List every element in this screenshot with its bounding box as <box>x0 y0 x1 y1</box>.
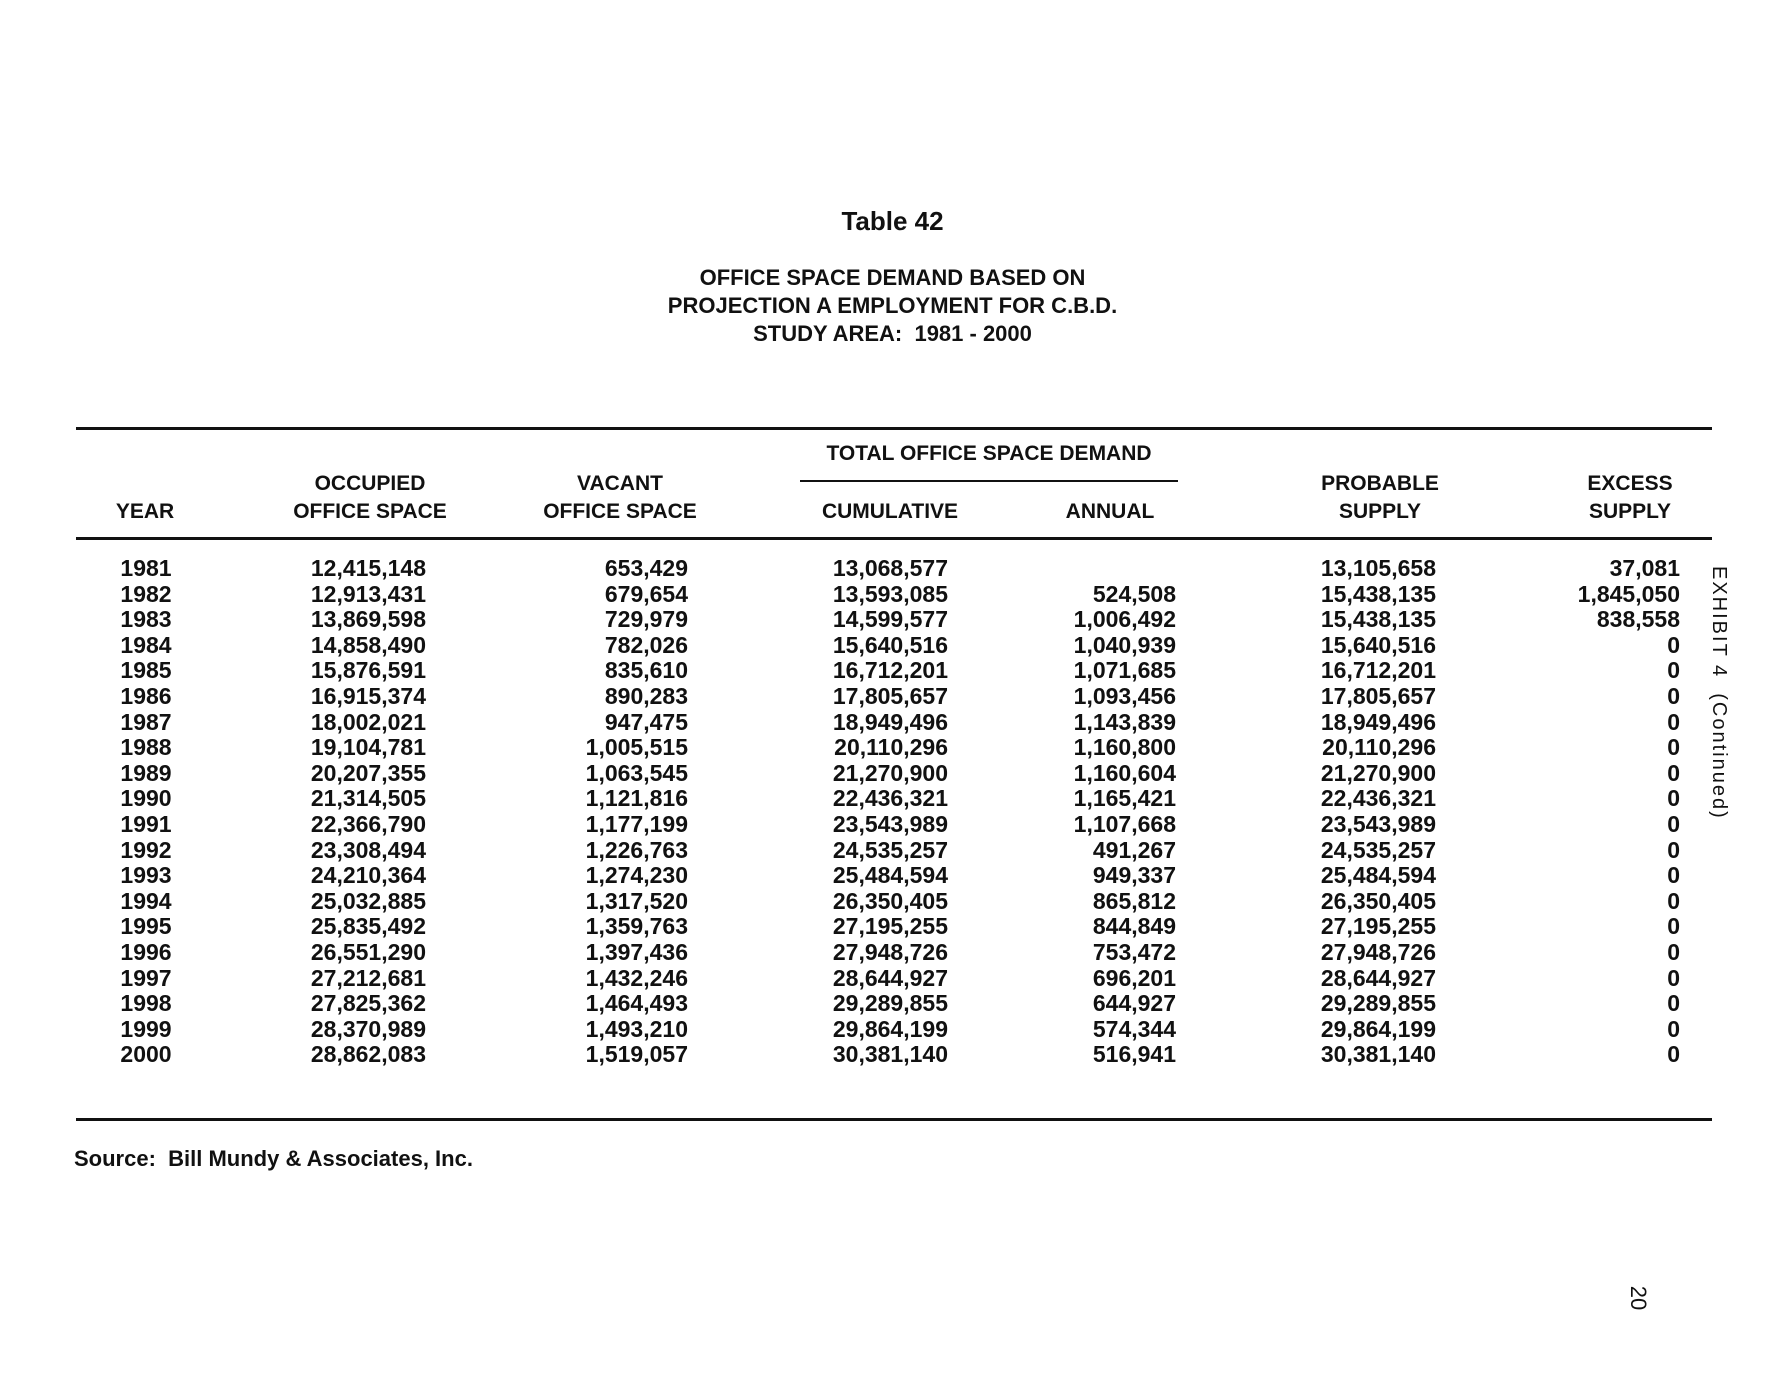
cell-occupied: 20,207,355 <box>310 759 426 786</box>
cell-excess: 0 <box>1667 631 1680 658</box>
cell-probable: 16,712,201 <box>1320 657 1436 684</box>
header-year: YEAR <box>115 500 175 523</box>
table-row <box>76 658 1680 684</box>
table-row <box>76 863 1680 889</box>
header-vacant-line1: VACANT <box>577 472 663 495</box>
cell-vacant: 1,493,210 <box>585 1015 688 1042</box>
cell-cumulative: 22,436,321 <box>832 785 948 812</box>
cell-occupied: 16,915,374 <box>310 682 426 709</box>
cell-annual: 516,941 <box>1092 1041 1176 1068</box>
header-probable-line2: SUPPLY <box>1338 500 1422 523</box>
cell-year: 1994 <box>120 887 172 914</box>
table-row <box>76 914 1680 940</box>
header-probable-line1: PROBABLE <box>1321 472 1439 495</box>
cell-year: 1993 <box>120 862 172 889</box>
cell-year: 1998 <box>120 990 172 1017</box>
cell-occupied: 26,551,290 <box>310 938 426 965</box>
cell-annual: 1,160,800 <box>1073 734 1176 761</box>
cell-occupied: 22,366,790 <box>310 810 426 837</box>
table-subtitle <box>0 264 1785 348</box>
cell-excess: 0 <box>1667 887 1680 914</box>
cell-occupied: 28,862,083 <box>310 1041 426 1068</box>
cell-cumulative: 26,350,405 <box>832 887 948 914</box>
cell-annual <box>948 556 1176 582</box>
cell-cumulative: 23,543,989 <box>832 810 948 837</box>
cell-year: 1999 <box>120 1015 172 1042</box>
cell-cumulative: 17,805,657 <box>832 682 948 709</box>
table-row <box>76 889 1680 915</box>
table-row <box>76 710 1680 736</box>
cell-annual: 949,337 <box>1092 862 1176 889</box>
cell-vacant: 1,177,199 <box>585 810 688 837</box>
cell-cumulative: 27,948,726 <box>832 938 948 965</box>
cell-excess: 0 <box>1667 913 1680 940</box>
cell-vacant: 1,464,493 <box>585 990 688 1017</box>
cell-excess: 0 <box>1667 708 1680 735</box>
cell-vacant: 890,283 <box>604 682 688 709</box>
bottom-rule <box>76 1118 1712 1121</box>
cell-excess: 0 <box>1667 810 1680 837</box>
cell-probable: 22,436,321 <box>1320 785 1436 812</box>
cell-vacant: 1,519,057 <box>585 1041 688 1068</box>
cell-excess: 37,081 <box>1609 555 1680 581</box>
cell-annual: 844,849 <box>1092 913 1176 940</box>
table-row <box>76 556 1680 582</box>
cell-occupied: 19,104,781 <box>310 734 426 761</box>
cell-annual: 1,160,604 <box>1073 759 1176 786</box>
cell-excess: 0 <box>1667 759 1680 786</box>
cell-occupied: 18,002,021 <box>310 708 426 735</box>
cell-year: 1983 <box>120 606 172 633</box>
cell-cumulative: 15,640,516 <box>832 631 948 658</box>
cell-year: 1988 <box>120 734 172 761</box>
subtitle-line-1: OFFICE SPACE DEMAND BASED ON <box>699 265 1086 290</box>
cell-annual: 1,040,939 <box>1073 631 1176 658</box>
cell-cumulative: 18,949,496 <box>832 708 948 735</box>
cell-probable: 15,438,135 <box>1320 580 1436 607</box>
table-row <box>76 684 1680 710</box>
cell-vacant: 1,359,763 <box>585 913 688 940</box>
cell-excess: 0 <box>1667 990 1680 1017</box>
cell-cumulative: 29,864,199 <box>832 1015 948 1042</box>
cell-occupied: 21,314,505 <box>310 785 426 812</box>
cell-probable: 28,644,927 <box>1320 964 1436 991</box>
cell-vacant: 1,397,436 <box>585 938 688 965</box>
table-row <box>76 633 1680 659</box>
header-bottom-rule <box>76 537 1712 540</box>
table-row <box>76 1042 1680 1068</box>
cell-vacant: 653,429 <box>604 555 688 581</box>
header-occupied-line1: OCCUPIED <box>314 472 426 495</box>
cell-vacant: 1,317,520 <box>585 887 688 914</box>
header-excess <box>1560 470 1700 526</box>
data-table-wrap <box>76 556 1712 1068</box>
cell-occupied: 27,825,362 <box>310 990 426 1017</box>
subtitle-line-3: STUDY AREA: 1981 - 2000 <box>753 321 1032 346</box>
table-row <box>76 966 1680 992</box>
cell-excess: 0 <box>1667 862 1680 889</box>
cell-excess: 0 <box>1667 836 1680 863</box>
header-total-demand: TOTAL OFFICE SPACE DEMAND <box>826 442 1152 465</box>
cell-year: 1989 <box>120 759 172 786</box>
cell-probable: 24,535,257 <box>1320 836 1436 863</box>
cell-probable: 21,270,900 <box>1320 759 1436 786</box>
total-demand-subrule <box>800 480 1178 482</box>
cell-vacant: 835,610 <box>604 657 688 684</box>
cell-occupied: 25,032,885 <box>310 887 426 914</box>
cell-cumulative: 14,599,577 <box>832 606 948 633</box>
cell-year: 1997 <box>120 964 172 991</box>
table-row <box>76 991 1680 1017</box>
header-vacant <box>520 470 720 526</box>
cell-occupied: 25,835,492 <box>310 913 426 940</box>
table-row <box>76 607 1680 633</box>
cell-cumulative: 29,289,855 <box>832 990 948 1017</box>
subtitle-line-2: PROJECTION A EMPLOYMENT FOR C.B.D. <box>667 293 1118 318</box>
cell-probable: 17,805,657 <box>1320 682 1436 709</box>
cell-vacant: 947,475 <box>604 708 688 735</box>
header-annual: ANNUAL <box>1065 500 1155 523</box>
top-rule <box>76 427 1712 430</box>
cell-year: 1985 <box>120 657 172 684</box>
cell-annual: 491,267 <box>1092 836 1176 863</box>
cell-cumulative: 24,535,257 <box>832 836 948 863</box>
cell-excess: 0 <box>1667 682 1680 709</box>
cell-occupied: 28,370,989 <box>310 1015 426 1042</box>
cell-annual: 1,143,839 <box>1073 708 1176 735</box>
cell-vacant: 679,654 <box>604 580 688 607</box>
cell-excess: 0 <box>1667 938 1680 965</box>
cell-excess: 0 <box>1667 734 1680 761</box>
cell-year: 1992 <box>120 836 172 863</box>
table-body <box>76 556 1680 1068</box>
cell-cumulative: 25,484,594 <box>832 862 948 889</box>
cell-occupied: 12,415,148 <box>310 555 426 581</box>
source-note: Source: Bill Mundy & Associates, Inc. <box>74 1146 473 1171</box>
header-vacant-line2: OFFICE SPACE <box>543 500 697 523</box>
cell-cumulative: 27,195,255 <box>832 913 948 940</box>
table-row <box>76 940 1680 966</box>
cell-annual: 696,201 <box>1092 964 1176 991</box>
cell-occupied: 13,869,598 <box>310 606 426 633</box>
table-title: Table 42 <box>841 206 944 236</box>
cell-probable: 26,350,405 <box>1320 887 1436 914</box>
cell-cumulative: 20,110,296 <box>834 734 948 761</box>
header-probable <box>1290 470 1470 526</box>
cell-cumulative: 13,068,577 <box>832 555 948 581</box>
header-occupied <box>270 470 470 526</box>
cell-year: 1981 <box>120 555 172 581</box>
cell-cumulative: 30,381,140 <box>832 1041 948 1068</box>
cell-cumulative: 21,270,900 <box>832 759 948 786</box>
cell-occupied: 14,858,490 <box>310 631 426 658</box>
cell-vacant: 1,063,545 <box>585 759 688 786</box>
cell-year: 1982 <box>120 580 172 607</box>
cell-cumulative: 28,644,927 <box>832 964 948 991</box>
cell-excess: 0 <box>1667 1015 1680 1042</box>
table-row <box>76 761 1680 787</box>
cell-vacant: 1,226,763 <box>585 836 688 863</box>
page-number: 20 <box>1626 1285 1652 1311</box>
cell-probable: 27,948,726 <box>1320 938 1436 965</box>
cell-probable: 30,381,140 <box>1320 1041 1436 1068</box>
cell-annual: 753,472 <box>1092 938 1176 965</box>
header-excess-line2: SUPPLY <box>1588 500 1672 523</box>
cell-excess: 1,845,050 <box>1577 580 1680 607</box>
cell-year: 1990 <box>120 785 172 812</box>
cell-year: 1984 <box>120 631 172 658</box>
table-row <box>76 812 1680 838</box>
cell-probable: 25,484,594 <box>1320 862 1436 889</box>
cell-probable: 13,105,658 <box>1320 555 1436 581</box>
cell-annual: 1,165,421 <box>1073 785 1176 812</box>
table-row <box>76 735 1680 761</box>
cell-vacant: 1,005,515 <box>585 734 688 761</box>
cell-occupied: 12,913,431 <box>310 580 426 607</box>
header-occupied-line2: OFFICE SPACE <box>293 500 447 523</box>
table-row <box>76 582 1680 608</box>
cell-vacant: 1,274,230 <box>585 862 688 889</box>
cell-vacant: 1,432,246 <box>585 964 688 991</box>
table-row <box>76 838 1680 864</box>
cell-probable: 20,110,296 <box>1322 734 1436 761</box>
cell-probable: 15,438,135 <box>1320 606 1436 633</box>
cell-probable: 27,195,255 <box>1320 913 1436 940</box>
cell-cumulative: 16,712,201 <box>832 657 948 684</box>
table-row <box>76 1017 1680 1043</box>
cell-annual: 865,812 <box>1092 887 1176 914</box>
exhibit-label: EXHIBIT 4 (Continued) <box>1708 566 1730 820</box>
cell-excess: 0 <box>1667 785 1680 812</box>
cell-probable: 18,949,496 <box>1320 708 1436 735</box>
cell-probable: 23,543,989 <box>1320 810 1436 837</box>
cell-cumulative: 13,593,085 <box>832 580 948 607</box>
cell-annual: 644,927 <box>1092 990 1176 1017</box>
cell-year: 1991 <box>120 810 172 837</box>
office-space-table <box>76 556 1680 1068</box>
table-row <box>76 786 1680 812</box>
cell-annual: 1,093,456 <box>1073 682 1176 709</box>
cell-excess: 0 <box>1667 1041 1680 1068</box>
cell-vacant: 782,026 <box>604 631 688 658</box>
cell-annual: 1,006,492 <box>1073 606 1176 633</box>
cell-excess: 0 <box>1667 657 1680 684</box>
cell-vacant: 729,979 <box>604 606 688 633</box>
cell-probable: 15,640,516 <box>1320 631 1436 658</box>
cell-year: 1996 <box>120 938 172 965</box>
cell-annual: 1,107,668 <box>1073 810 1176 837</box>
cell-annual: 574,344 <box>1092 1015 1176 1042</box>
cell-occupied: 23,308,494 <box>310 836 426 863</box>
header-excess-line1: EXCESS <box>1587 472 1673 495</box>
cell-excess: 838,558 <box>1596 606 1680 633</box>
cell-vacant: 1,121,816 <box>585 785 688 812</box>
cell-probable: 29,289,855 <box>1320 990 1436 1017</box>
cell-year: 1995 <box>120 913 172 940</box>
cell-probable: 29,864,199 <box>1320 1015 1436 1042</box>
header-cumulative: CUMULATIVE <box>821 500 959 523</box>
cell-occupied: 27,212,681 <box>310 964 426 991</box>
cell-year: 1987 <box>120 708 172 735</box>
cell-annual: 1,071,685 <box>1073 657 1176 684</box>
cell-year: 2000 <box>120 1041 172 1068</box>
cell-annual: 524,508 <box>1092 580 1176 607</box>
cell-occupied: 15,876,591 <box>310 657 426 684</box>
cell-year: 1986 <box>120 682 172 709</box>
cell-excess: 0 <box>1667 964 1680 991</box>
cell-occupied: 24,210,364 <box>310 862 426 889</box>
